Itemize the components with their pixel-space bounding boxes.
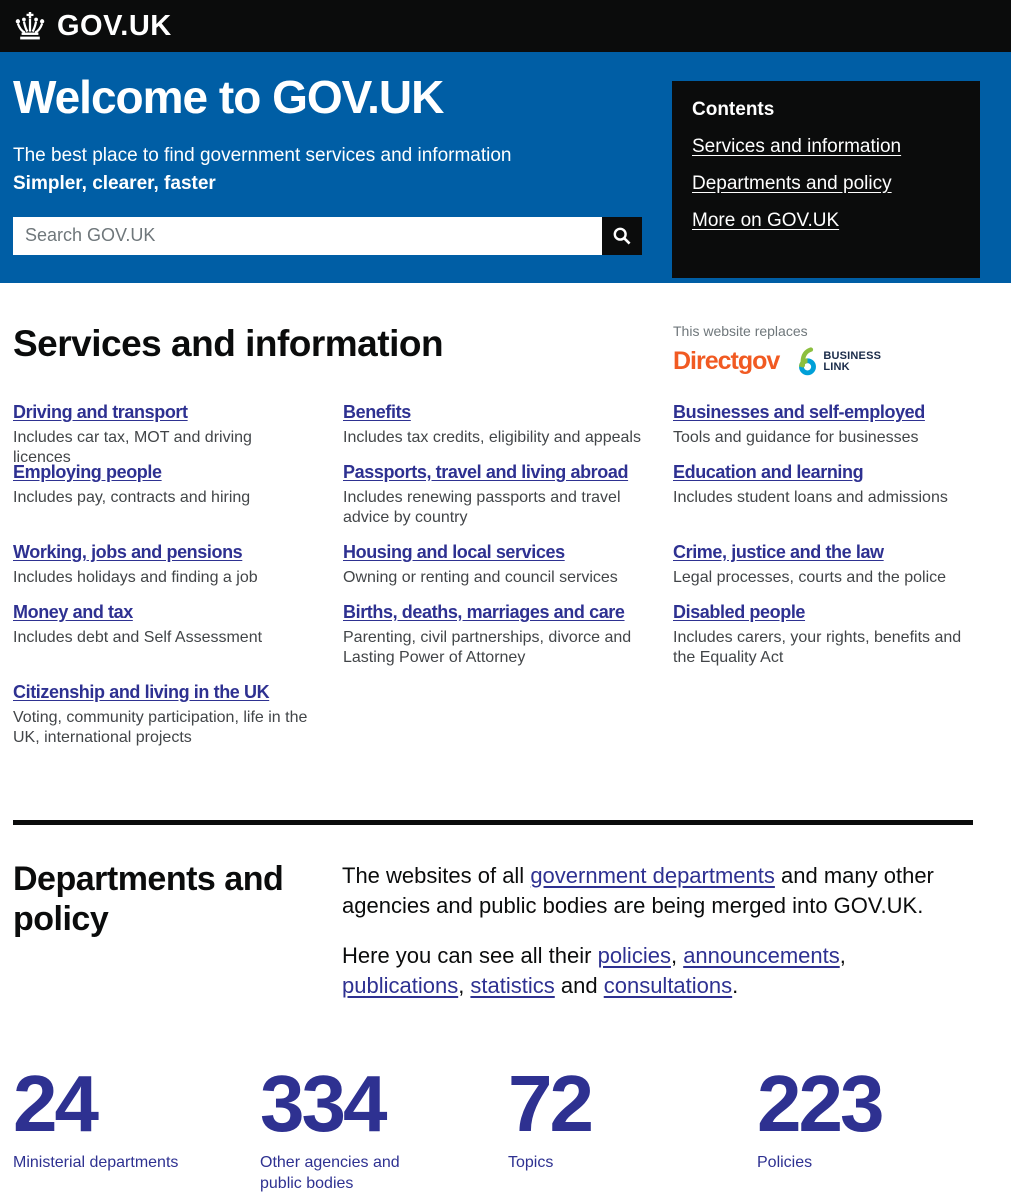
- search-button[interactable]: [602, 217, 642, 255]
- services-grid: [13, 402, 973, 748]
- service-item-employing-people: [13, 462, 313, 542]
- section-title-departments: Departments and policy: [13, 860, 284, 938]
- inline-link-statistics[interactable]: statistics: [470, 973, 555, 998]
- service-item-births-deaths-marriages-care: [343, 602, 643, 682]
- paragraph-text: Here you can see all their: [342, 943, 598, 968]
- stat-policies: [757, 1059, 973, 1194]
- business-link-text-line2: LINK: [823, 360, 850, 373]
- service-item-citizenship-living-uk: [13, 682, 313, 748]
- service-link-housing-local-services[interactable]: Housing and local services: [343, 542, 565, 562]
- service-item-passports-travel-living-abroad: [343, 462, 643, 542]
- top-bar: [0, 0, 1011, 52]
- inline-link-government-departments[interactable]: government departments: [530, 863, 775, 888]
- service-desc: Includes holidays and finding a job: [13, 569, 258, 586]
- service-link-driving-and-transport[interactable]: Driving and transport: [13, 402, 188, 422]
- service-desc: Owning or renting and council services: [343, 569, 618, 586]
- stat-other-agencies: [260, 1059, 508, 1194]
- service-link-disabled-people[interactable]: Disabled people: [673, 602, 806, 622]
- service-desc: Parenting, civil partnerships, divorce and Lasting Power of Attorney: [343, 629, 632, 666]
- business-link-logo: [795, 347, 881, 376]
- service-item-driving-and-transport: [13, 402, 313, 466]
- stat-label-topics[interactable]: Topics: [508, 1154, 554, 1171]
- paragraph-text: and: [554, 973, 604, 998]
- contents-link-departments-and-policy[interactable]: Departments and policy: [692, 173, 892, 194]
- stat-label-other-agencies[interactable]: Other agencies and public bodies: [260, 1154, 400, 1192]
- departments-section: [13, 859, 973, 1021]
- service-desc: Includes carers, your rights, benefits and the Equality Act: [673, 629, 962, 666]
- departments-text: [342, 859, 973, 1021]
- hero-banner: [0, 52, 1011, 283]
- service-desc: Includes car tax, MOT and driving licences: [13, 429, 252, 466]
- inline-link-publications[interactable]: publications: [342, 973, 459, 998]
- service-link-benefits[interactable]: Benefits: [343, 402, 411, 422]
- hero-subtitle: Simpler, clearer, faster: [13, 172, 216, 194]
- stat-label-policies[interactable]: Policies: [757, 1154, 813, 1171]
- service-link-money-and-tax[interactable]: Money and tax: [13, 602, 133, 622]
- contents-link-more-on-govuk[interactable]: More on GOV.UK: [692, 210, 840, 231]
- stat-value: 24: [13, 1059, 96, 1148]
- service-desc: Includes pay, contracts and hiring: [13, 489, 251, 506]
- page-title: Welcome to GOV.UK: [13, 71, 444, 123]
- service-link-citizenship-living-uk[interactable]: Citizenship and living in the UK: [13, 682, 270, 702]
- service-desc: Legal processes, courts and the police: [673, 569, 947, 586]
- stat-topics: [508, 1059, 757, 1194]
- section-divider: [13, 820, 973, 825]
- business-link-text-line1: BUSINESS: [823, 349, 882, 362]
- service-desc: Tools and guidance for businesses: [673, 429, 919, 446]
- service-item-working-jobs-pensions: [13, 542, 313, 602]
- service-desc: Includes debt and Self Assessment: [13, 629, 263, 646]
- service-desc: Includes renewing passports and travel advice by country: [343, 489, 621, 526]
- service-link-businesses-and-self-employed[interactable]: Businesses and self-employed: [673, 402, 925, 422]
- service-link-births-deaths-marriages-care[interactable]: Births, deaths, marriages and care: [343, 602, 625, 622]
- service-link-crime-justice-law[interactable]: Crime, justice and the law: [673, 542, 884, 562]
- inline-link-announcements[interactable]: announcements: [683, 943, 840, 968]
- search-form: [13, 217, 642, 255]
- stat-value: 334: [260, 1059, 385, 1148]
- crown-icon: [13, 12, 47, 40]
- stats-row: [13, 1059, 973, 1194]
- service-item-housing-local-services: [343, 542, 643, 602]
- contents-link-services-and-information[interactable]: Services and information: [692, 136, 902, 157]
- stat-value: 223: [757, 1059, 882, 1148]
- service-link-education-and-learning[interactable]: Education and learning: [673, 462, 864, 482]
- paragraph-text: The websites of all: [342, 863, 531, 888]
- departments-paragraph-2: [342, 941, 973, 1001]
- govuk-logo-text[interactable]: GOV.UK: [57, 9, 172, 42]
- service-desc: Voting, community participation, life in the UK, international projects: [13, 709, 308, 746]
- departments-paragraph-1: [342, 861, 973, 921]
- stat-label-ministerial-departments[interactable]: Ministerial departments: [13, 1154, 179, 1171]
- service-item-businesses-and-self-employed: [673, 402, 973, 462]
- replaces-label: This website replaces: [673, 323, 808, 339]
- contents-title: Contents: [692, 99, 775, 120]
- inline-link-consultations[interactable]: consultations: [603, 973, 733, 998]
- service-item-benefits: [343, 402, 643, 462]
- business-link-b-icon: [795, 347, 820, 376]
- paragraph-text: ,: [839, 943, 846, 968]
- service-item-money-and-tax: [13, 602, 313, 682]
- search-input[interactable]: [13, 217, 602, 255]
- hero-tagline: The best place to find government services and information: [13, 144, 512, 166]
- service-link-employing-people[interactable]: Employing people: [13, 462, 162, 482]
- service-link-working-jobs-pensions[interactable]: Working, jobs and pensions: [13, 542, 243, 562]
- service-link-passports-travel-living-abroad[interactable]: Passports, travel and living abroad: [343, 462, 629, 482]
- stat-value: 72: [508, 1059, 591, 1148]
- paragraph-text: ,: [458, 973, 471, 998]
- service-item-crime-justice-law: [673, 542, 973, 602]
- inline-link-policies[interactable]: policies: [597, 943, 671, 968]
- website-replaces-block: [673, 323, 973, 376]
- contents-box: [672, 81, 980, 278]
- service-desc: Includes student loans and admissions: [673, 489, 948, 506]
- stat-ministerial-departments: [13, 1059, 260, 1194]
- services-section-header: [13, 323, 973, 376]
- service-desc: Includes tax credits, eligibility and appeals: [343, 429, 641, 446]
- search-icon: [612, 226, 632, 246]
- section-title-services: Services and information: [13, 323, 444, 364]
- service-item-education-and-learning: [673, 462, 973, 542]
- paragraph-text: ,: [670, 943, 684, 968]
- paragraph-text: and many other agencies and public bodies are being merged into GOV.UK.: [342, 863, 934, 918]
- paragraph-text: .: [732, 973, 739, 998]
- directgov-logo: Directgov: [673, 347, 780, 375]
- service-item-disabled-people: [673, 602, 973, 682]
